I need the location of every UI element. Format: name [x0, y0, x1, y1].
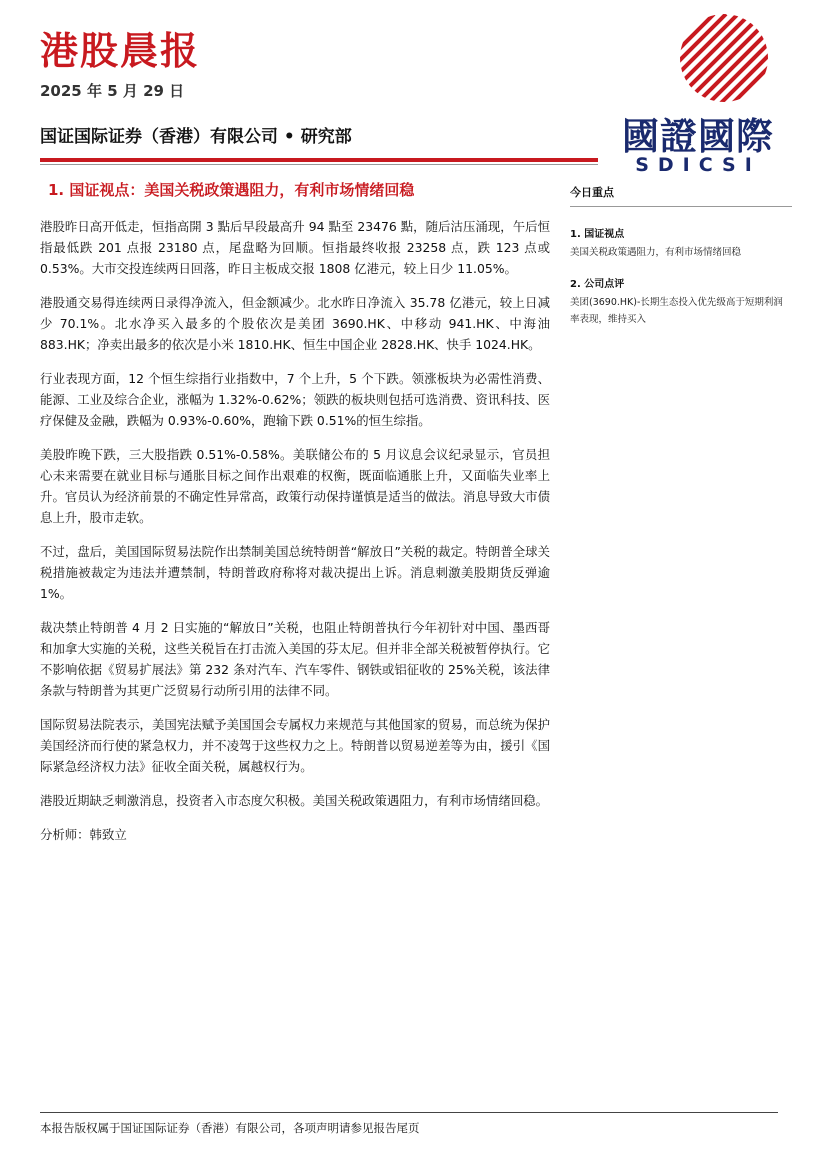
footer-divider [40, 1112, 778, 1113]
report-date: 2025 年 5 月 29 日 [40, 82, 185, 100]
sidebar-heading: 今日重点 [570, 186, 614, 199]
main-content [40, 178, 550, 845]
sidebar-highlights [570, 184, 792, 342]
company-name: 国证国际证券（香港）有限公司 • 研究部 [40, 127, 352, 147]
paragraph: 国际贸易法院表示，美国宪法赋予美国国会专属权力来规范与其他国家的贸易，而总统为保护美国经济而行使的紧急权力，并不凌驾于这些权力之上。特朗普以贸易逆差等为由，援引《国际紧急经济权力法》征收全面关税，属越权行为。 [40, 717, 550, 774]
analyst-name: 分析师：韩致立 [40, 827, 127, 842]
logo-chinese-name: 國證國際 [622, 114, 774, 158]
logo-english-name: SDICSI [635, 154, 761, 176]
logo-stripes-icon [600, 14, 796, 104]
report-title: 港股晨报 [40, 29, 201, 73]
paragraph: 行业表现方面，12 个恒生综指行业指数中，7 个上升，5 个下跌。领涨板块为必需性消费、能源、工业及综合企业，涨幅为 1.32%-0.62%；领跌的板块则包括可选消费、资讯科技、医疗保健及金融，跌幅为 0.93%-0.60%，跑输下跌 0.51%的恒生综指。 [40, 371, 550, 428]
sidebar-item-text: 美国关税政策遇阻力，有利市场情绪回稳 [570, 247, 742, 258]
sidebar-item-text: 美团(3690.HK)-长期生态投入优先级高于短期利润率表现，维持买入 [570, 297, 783, 325]
company-logo [600, 14, 796, 176]
header-divider-red [40, 158, 598, 162]
paragraph: 港股近期缺乏刺激消息，投资者入市态度欠积极。美国关税政策遇阻力，有利市场情绪回稳。 [40, 793, 549, 808]
header-divider-grey [40, 164, 598, 165]
paragraph: 美股昨晚下跌，三大股指跌 0.51%-0.58%。美联储公布的 5 月议息会议纪录显示，官员担心未来需要在就业目标与通胀目标之间作出艰难的权衡，既面临通胀上升，又面临失业率上升。官员认为经济前景的不确定性异常高，政策行动保持谨慎是适当的做法。消息导致大市债息上升，股市走软。 [40, 447, 550, 525]
sidebar-divider [570, 206, 792, 207]
paragraph: 裁决禁止特朗普 4 月 2 日实施的“解放日”关税，也阻止特朗普执行今年初针对中国、墨西哥和加拿大实施的关税，这些关税旨在打击流入美国的芬太尼。但并非全部关税被暂停执行。它不影响依据《贸易扩展法》第 232 条对汽车、汽车零件、钢铁或铝征收的 25%关税，该法律条款与特朗普为其更广泛贸易行动所引用的法律不同。 [40, 620, 550, 698]
section-title: 1. 国证视点：美国关税政策遇阻力，有利市场情绪回稳 [48, 181, 415, 199]
sidebar-item-title: 2. 公司点评 [570, 279, 625, 290]
paragraph: 不过，盘后，美国国际贸易法院作出禁制美国总统特朗普“解放日”关税的裁定。特朗普全球关税措施被裁定为违法并遭禁制，特朗普政府称将对裁决提出上诉。消息刺激美股期货反弹逾 1%。 [40, 544, 550, 601]
sidebar-item-title: 1. 国证视点 [570, 229, 625, 240]
paragraph: 港股通交易得连续两日录得净流入，但金额减少。北水昨日净流入 35.78 亿港元，较上日减少 70.1%。北水净买入最多的个股依次是美团 3690.HK、中移动 941.HK、中海油 883.HK；净卖出最多的依次是小米 1810.HK、恒生中国企业 2828.HK、快手 1024.HK。 [40, 295, 550, 352]
footer-disclaimer: 本报告版权属于国证国际证券（香港）有限公司，各项声明请参见报告尾页 [40, 1121, 420, 1135]
paragraph: 港股昨日高开低走，恒指高開 3 點后早段最高升 94 點至 23476 點，随后沽压涌现，午后恒指最低跌 201 点报 23180 点，尾盘略为回顺。恒指最终收报 23258 点，跌 123 点或 0.53%。大市交投连续两日回落，昨日主板成交报 1808 亿港元，较上日少 11.05%。 [40, 219, 550, 276]
